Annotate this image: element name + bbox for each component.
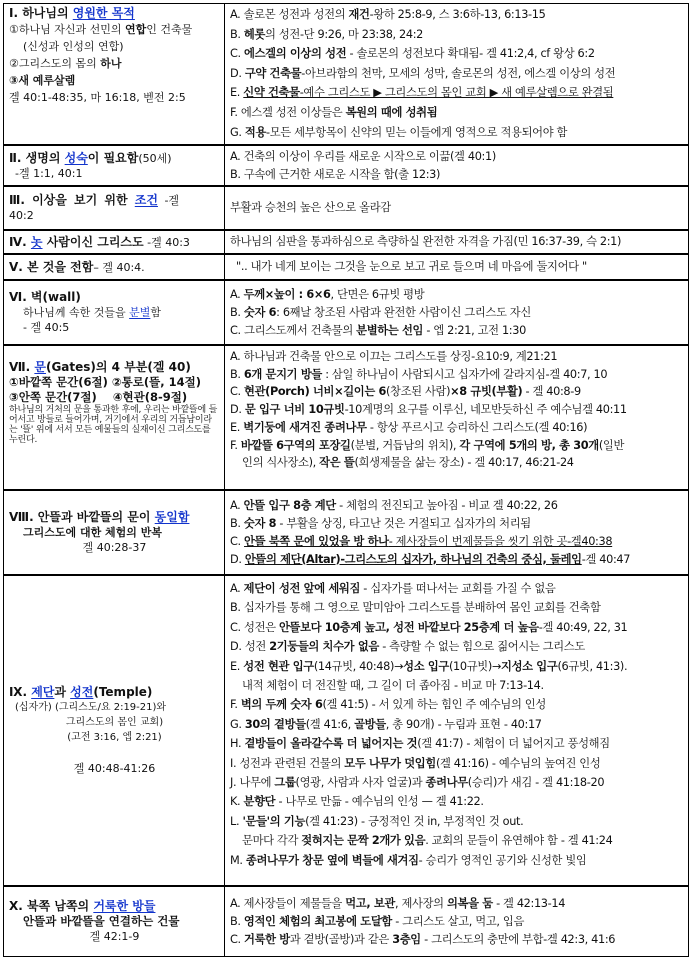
list-item: B. 헤롯의 성전-단 9:26, 마 23:38, 24:2 [230,27,424,41]
list-item: C. 거룩한 방과 곁방(골방)과 같은 3층임 - 그리스도의 충만에 부합-겔 42:3, 41:6 [230,932,616,946]
section-7-title: Ⅶ. 문(Gates)의 4 부분(겔 40) [9,360,191,374]
list-item: F. 바깥뜰 6구역의 포장길(분별, 거듭남의 위치), 각 구역에 5개의 방, 총 30개(일반 [230,438,625,452]
list-item: E. 벽기둥에 새겨진 종려나무 - 항상 푸르시고 승리하신 그리스도(겔 40:16) [230,420,588,434]
section-2-left [4,146,225,185]
quote-text: ".. 내가 네게 보이는 그것을 눈으로 보고 귀로 들으며 네 마음에 둘지어다 " [236,260,587,274]
section-9-left [4,576,225,885]
section-2-items [225,146,688,185]
section-4-left [4,231,225,253]
list-item: F. 벽의 두께 숫자 6(겔 41:5) - 서 있게 하는 힘인 주 예수님의 인성 [230,698,546,712]
list-item: D. 문 입구 너비 10규빗-10계명의 요구를 이루신, 네모반듯하신 주 예수님겔 40:11 [230,403,627,417]
section-6-left [4,281,225,344]
section-7-part-b: ③안쪽 문간(7절) ④현관(8-9절) [9,390,188,404]
section-4-title: Ⅳ. 놋 사람이신 그리스도 -겔 40:3 [9,234,190,249]
section-5-items [225,255,688,279]
list-item-continued: 인의 식사장소), 작은 뜰(희생제물을 삶는 장소) - 겔 40:17, 46:21-24 [242,456,574,470]
list-item: L. '문들'의 기능(겔 41:23) - 긍정적인 것 in, 부정적인 것 out. [230,814,524,828]
section-8-left [4,491,225,574]
section-1-point-1-note: (신성과 인성의 연합) [23,40,124,53]
section-9-subtitle-2: 그리스도의 몸인 교회) [65,717,164,728]
section-1-point-3: ③새 예루살렘 [9,74,76,87]
list-item: G. 적용-모든 세부항목이 신약의 믿는 이들에게 영적으로 적용되어야 함 [230,125,568,139]
list-item: C. 그리스도께서 건축물의 분별하는 선임 - 엡 2:21, 고전 1:30 [230,323,526,337]
section-1-reference: 겔 40:1-48:35, 마 16:18, 벧전 2:5 [9,91,186,104]
list-item: A. 하나님과 건축물 안으로 이끄는 그리스도를 상징-요10:9, 계21:21 [230,350,558,363]
list-item: A. 건축의 이상이 우리를 새로운 시작으로 이끎(겔 40:1) [230,149,496,163]
section-6-items [225,281,688,344]
list-item: I. 성전과 관련된 건물의 모두 나무가 덧입힘(겔 41:16) - 예수님의 높여진 인성 [230,756,601,770]
list-item-continued: 문마다 각각 젖혀지는 문짝 2개가 있음. 교회의 문들이 유연해야 함 - 겔 41:24 [242,834,613,848]
section-5-left [4,255,225,279]
section-8 [3,489,689,575]
section-2-reference: -겔 1:1, 40:1 [15,166,83,180]
list-item: E. 성전 현관 입구(14규빗, 40:48)→성소 입구(10규빗)→지성소 입구(6규빗, 41:3). [230,659,628,673]
section-7-items [225,346,688,489]
list-item: F. 에스겔 성전 이상들은 복원의 때에 성취됨 [230,105,438,119]
list-item: D. 성전 2기둥들의 치수가 없음 - 측량할 수 없는 힘으로 짊어시는 그리스도 [230,640,585,654]
section-6 [3,279,689,345]
list-item: B. 숫자 6: 6째날 창조된 사람과 완전한 사람이신 그리스도 자신 [230,305,531,319]
list-item: C. 성전은 안뜰보다 10층계 높고, 성전 바깥보다 25층계 더 높음-겔 40:49, 22, 31 [230,620,628,634]
list-item: M. 종려나무가 창문 옆에 벽들에 새겨짐- 승리가 영적인 공기와 신성한 빛임 [230,853,587,867]
list-item: A. 제단이 성전 앞에 세워짐 - 십자가를 떠나서는 교회를 가질 수 없음 [230,582,556,595]
section-4-items [225,231,688,253]
section-8-description: 그리스도에 대한 체험의 반복 [23,526,162,539]
section-3-left [4,187,225,229]
section-3-items [225,187,688,229]
list-item: A. 제사장들이 제물들을 먹고, 보관, 제사장의 의복을 둠 - 겔 42:13-14 [230,896,566,910]
list-item: H. 곁방들이 올라갈수록 더 넓어지는 것(겔 41:7) - 체험이 더 넓어지고 풍성해짐 [230,737,610,751]
section-8-title: Ⅷ. 안뜰과 바깥뜰의 문이 동일함 [9,510,190,524]
study-outline-table [3,3,689,957]
list-item: B. 영적인 체험의 최고봉에 도달함 - 그리스도 살고, 먹고, 입음 [230,914,525,928]
list-item: E. 신약 건축물-예수 그리스도 ▶ 그리스도의 몸인 교회 ▶ 새 예루살렘으로 완결됨 [230,86,614,100]
list-item: B. 6개 문지기 방들 : 삼일 하나님이 사람되시고 십자가에 갈라지심-겔 40:7, 10 [230,367,608,381]
section-10-reference: 겔 42:1-9 [89,930,140,943]
section-1-point-2: ②그리스도의 몸의 하나 [9,57,122,70]
section-10-left [4,887,225,956]
section-1-point-1: ①하나님 자신과 선민의 연합인 건축물 [9,23,193,36]
section-10-items [225,887,688,956]
list-item: A. 솔로몬 성전과 성전의 재건-왕하 25:8-9, 스 3:6하-13, 6:13-15 [230,8,546,21]
list-item: D. 안뜰의 제단(Altar)-그리스도의 십자가, 하나님의 건축의 중심, 둘레임-겔 40:47 [230,552,631,566]
section-7-note: 하나님의 거처의 문을 통과한 후에, 우리는 바깥뜰에 들어서고 방들로 들어가며, 거기에서 우리의 거듭남이라는 '뜰' 위에 서서 모든 예물들의 실재이신 그리스도를 누린다. [9,405,218,445]
section-8-reference: 겔 40:28-37 [82,541,147,554]
section-1 [3,3,689,145]
list-item-continued: 내적 체험이 더 전진할 때, 그 길이 더 좁아짐 - 비교 마 7:13-14. [242,679,544,693]
list-item: D. 구약 건축물-아브라함의 천막, 모세의 성막, 솔로몬의 성전, 에스겔 이상의 성전 [230,66,616,80]
list-item: A. 두께×높이 : 6×6, 단면은 6규빗 평방 [230,287,425,301]
section-10 [3,885,689,957]
section-6-title: Ⅵ. 벽(wall) [9,290,81,304]
section-3-reference: 40:2 [9,209,34,222]
section-6-description: 하나님께 속한 것들을 분별함 [23,306,162,319]
list-item: B. 숫자 8 - 부활을 상징, 타고난 것은 거절되고 십자가의 처리됨 [230,516,531,530]
section-2-title: Ⅱ. 생명의 성숙이 필요함(50세) [9,150,172,165]
section-3-title: Ⅲ. 이상을 보기 위한 조건 -겔 [9,193,180,207]
section-8-items [225,491,688,574]
list-item: A. 안뜰 입구 8층 계단 - 체험의 전진되고 높아짐 - 비교 겔 40:22, 26 [230,498,558,512]
section-9-subtitle-3: (고전 3:16, 엡 2:21) [67,732,162,743]
section-2 [3,144,689,186]
section-7-left [4,346,225,489]
section-6-reference: - 겔 40:5 [23,321,70,334]
section-10-title: Ⅹ. 북쪽 남쪽의 거룩한 방들 [9,899,156,913]
section-9-reference: 겔 40:48-41:26 [73,762,156,775]
section-10-description: 안뜰과 바깥뜰을 연결하는 건물 [23,914,180,928]
section-1-title: Ⅰ. 하나님의 영원한 목적 [9,6,135,20]
list-item: 하나님의 심판을 통과하심으로 측량하실 완전한 자격을 가짐(민 16:37-39, 슥 2:1) [230,235,622,249]
list-item: C. 현관(Porch) 너비×길이는 6(창조된 사람)×8 규빗(부활) - 겔 40:8-9 [230,385,581,399]
section-5 [3,253,689,280]
section-3 [3,185,689,230]
list-item: J. 나무에 그룹(영광, 사람과 사자 얼굴)과 종려나무(승리)가 새김 - 겔 41:18-20 [230,776,605,790]
list-item: G. 30의 곁방들(겔 41:6, 골방들, 총 90개) - 누림과 표현 - 40:17 [230,717,542,731]
list-item: K. 분향단 - 나무로 만듦 - 예수님의 인성 — 겔 41:22. [230,795,484,809]
list-item: C. 에스겔의 이상의 성전 - 솔로몬의 성전보다 확대됨- 겔 41:2,4, cf 왕상 6:2 [230,47,595,61]
section-1-left [4,4,225,144]
section-5-title: Ⅴ. 본 것을 전함– 겔 40:4. [9,259,145,274]
section-1-items [225,4,688,144]
section-9 [3,574,689,886]
section-9-title: Ⅸ. 제단과 성전(Temple) [9,685,153,699]
section-9-items [225,576,688,885]
list-item: C. 안뜰 북쪽 문에 있었을 방 하나- 제사장들이 번제물들을 씻기 위한 곳-겔40:38 [230,534,613,548]
list-item: B. 십자가를 통해 그 영으로 말미암아 그리스도를 분배하여 몸인 교회를 건축함 [230,601,601,615]
section-7 [3,344,689,490]
section-7-part-a: ①바깥쪽 문간(6절) ②통로(뜰, 14절) [9,375,201,389]
list-item: 부활과 승천의 높은 산으로 올라감 [230,201,391,215]
section-9-subtitle-1: (십자가) (그리스도/요 2:19-21)와 [15,702,167,713]
section-4 [3,229,689,254]
list-item: B. 구속에 근거한 새로운 시작을 함(출 12:3) [230,167,441,181]
